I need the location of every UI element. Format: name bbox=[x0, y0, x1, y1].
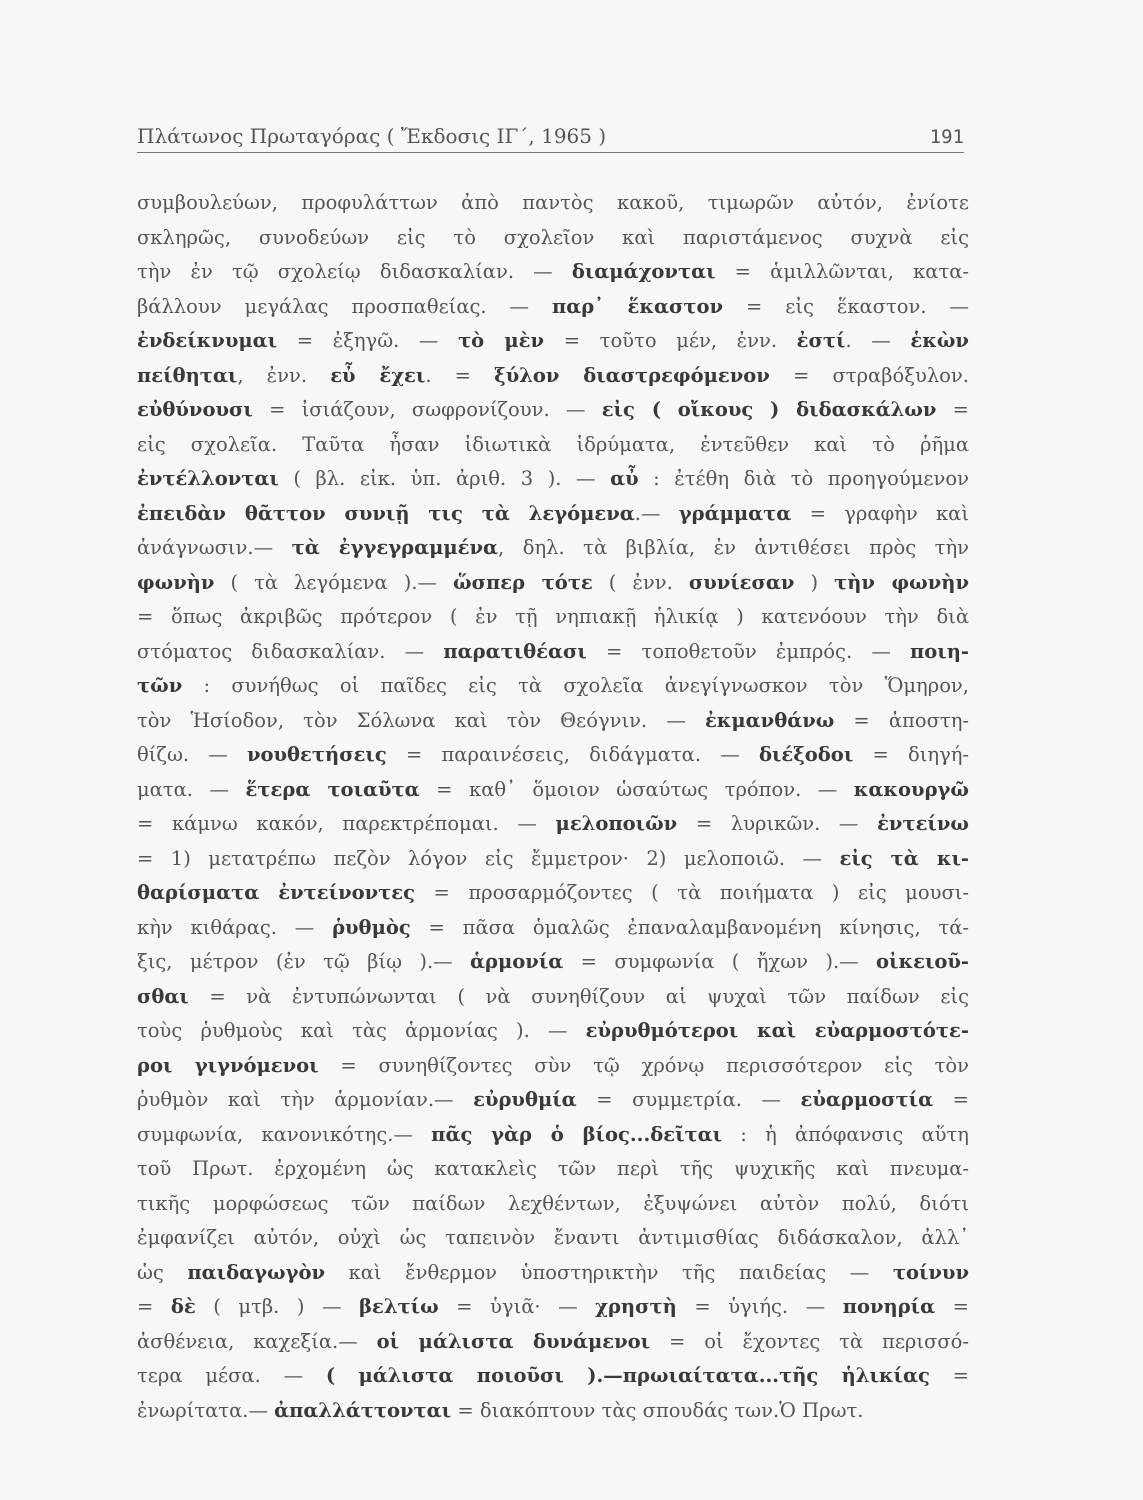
lemma: εὐρυθμότεροι καὶ εὐαρμοστότε- bbox=[585, 1019, 969, 1042]
text-line bbox=[137, 359, 969, 394]
gloss-text: στόματος διδασκαλίαν. — bbox=[137, 639, 444, 663]
gloss-text: θίζω. — bbox=[137, 743, 247, 766]
text-line bbox=[137, 1118, 969, 1153]
gloss-text: , δηλ. τὰ βιβλία, ἐν ἀντιθέσει πρὸς τὴν bbox=[498, 536, 970, 559]
text-line bbox=[137, 1014, 969, 1049]
lemma: ἐπειδὰν θᾶττον συνιῇ τις τὰ λεγόμενα bbox=[137, 501, 635, 525]
text-line bbox=[137, 531, 969, 566]
gloss-text: ἀνάγνωσιν.— bbox=[137, 536, 292, 559]
gloss-text: = κάμνω κακόν, παρεκτρέπομαι. — bbox=[137, 812, 556, 835]
gloss-text: ( ἐνν. bbox=[592, 570, 689, 594]
text-line bbox=[137, 1325, 969, 1360]
gloss-text: τερα μέσα. — bbox=[137, 1364, 326, 1387]
lemma: νουθετήσεις bbox=[246, 743, 387, 766]
lemma: εὐαρμοστία bbox=[800, 1088, 934, 1111]
lemma: χρηστὴ bbox=[595, 1295, 677, 1318]
gloss-text: = ὑγιής. — bbox=[676, 1295, 843, 1318]
text-line bbox=[137, 255, 969, 290]
lemma: εὐρυθμία bbox=[473, 1088, 577, 1111]
gloss-text: = bbox=[936, 398, 969, 421]
gloss-text: τοῦ Πρωτ. ἐρχομένη ὡς κατακλεὶς τῶν περὶ τῆς ψυχικῆς καὶ πνευμα- bbox=[137, 1157, 969, 1180]
gloss-text: ὡς bbox=[137, 1260, 188, 1284]
lemma: πᾶς γὰρ ὁ βίος...δεῖται bbox=[431, 1122, 723, 1146]
lemma: ξύλον διαστρεφόμενον bbox=[494, 363, 770, 387]
lemma: γράμματα bbox=[678, 501, 792, 525]
gloss-text: καὶ ἔνθερμον ὑποστηρικτὴν τῆς παιδείας — bbox=[324, 1260, 893, 1284]
text-line bbox=[137, 980, 969, 1015]
gloss-text: = οἱ ἔχοντες τὰ περισσό- bbox=[650, 1329, 969, 1353]
text-line bbox=[137, 186, 969, 221]
text-line bbox=[137, 290, 969, 325]
gloss-text: = παραινέσεις, διδάγματα. — bbox=[386, 743, 759, 766]
gloss-text: τοὺς ῥυθμοὺς καὶ τὰς ἁρμονίας ). — bbox=[137, 1019, 586, 1042]
gloss-text: ξις, μέτρον (ἐν τῷ βίῳ ).— bbox=[137, 950, 471, 973]
running-title: Πλάτωνος Πρωταγόρας ( Ἔκδοσις ΙΓ΄, 1965 ) bbox=[137, 124, 607, 148]
gloss-text: τὴν ἐν τῷ σχολείῳ διδασκαλίαν. — bbox=[137, 260, 572, 283]
text-line bbox=[137, 1049, 969, 1084]
gloss-text: ( τὰ λεγόμενα ).— bbox=[214, 570, 454, 594]
lemma: ( μάλιστα ποιοῦσι ).—πρωιαίτατα...τῆς ἡλικίας bbox=[325, 1364, 930, 1387]
lemma: οἰκειοῦ- bbox=[876, 950, 970, 973]
text-line bbox=[137, 876, 969, 911]
lemma: τὴν φωνὴν bbox=[834, 570, 969, 594]
gloss-text: .— bbox=[634, 501, 679, 525]
page-number: 191 bbox=[929, 126, 964, 148]
gloss-text: = συμφωνία ( ἤχων ).— bbox=[563, 950, 877, 973]
text-line bbox=[137, 1187, 969, 1222]
lemma: διαμάχονται bbox=[571, 260, 716, 283]
lemma: ἐκμανθάνω bbox=[704, 708, 835, 732]
gloss-text: . = bbox=[425, 363, 495, 387]
lemma: εἰς ( οἴκους ) διδασκάλων bbox=[601, 398, 937, 421]
gloss-text: ἐνωρίτατα.— bbox=[137, 1398, 275, 1422]
lemma: τῶν bbox=[137, 674, 183, 697]
lemma: παρ᾽ ἕκαστον bbox=[552, 294, 724, 318]
gloss-text: = λυρικῶν. — bbox=[677, 812, 878, 835]
gloss-text: = εἰς ἕκαστον. — bbox=[723, 294, 970, 318]
lemma: τὰ ἐγγεγραμμένα bbox=[291, 536, 499, 559]
gloss-text: εἰς σχολεῖα. Ταῦτα ἦσαν ἰδιωτικὰ ἱδρύματα, ἐντεῦθεν καὶ τὸ ῥῆμα bbox=[137, 432, 969, 456]
lemma: πονηρία bbox=[842, 1295, 936, 1318]
gloss-text: = συνηθίζοντες σὺν τῷ χρόνῳ περισσότερον εἰς τὸν bbox=[318, 1053, 969, 1077]
lemma: ῥυθμὸς bbox=[332, 915, 411, 939]
lemma: αὖ bbox=[610, 467, 639, 490]
lemma: παιδαγωγὸν bbox=[187, 1260, 325, 1284]
gloss-text: . — bbox=[845, 329, 911, 352]
lemma: ἐστί bbox=[796, 329, 846, 352]
gloss-text: = προσαρμόζοντες ( τὰ ποιήματα ) εἰς μουσι- bbox=[415, 881, 969, 904]
gloss-text: ἀσθένεια, καχεξία.— bbox=[137, 1329, 377, 1353]
text-line bbox=[137, 1256, 969, 1291]
text-line bbox=[137, 945, 969, 980]
gloss-text: κὴν κιθάρας. — bbox=[137, 915, 333, 939]
lemma: ἐνδείκνυμαι bbox=[137, 329, 278, 352]
gloss-text: τὸν Ἡσίοδον, τὸν Σόλωνα καὶ τὸν Θεόγνιν. — bbox=[137, 708, 705, 732]
gloss-text: : συνήθως οἱ παῖδες εἰς τὰ σχολεῖα ἀνεγίγνωσκον τὸν Ὅμηρον, bbox=[182, 674, 969, 697]
lemma: σθαι bbox=[137, 984, 189, 1008]
lemma: ποιη- bbox=[910, 639, 969, 663]
text-line bbox=[137, 221, 969, 256]
lemma: πείθηται bbox=[137, 363, 238, 387]
lemma: ἑκὼν bbox=[910, 329, 969, 352]
lemma: συνίεσαν bbox=[688, 570, 795, 594]
gloss-text: = ὅπως ἀκριβῶς πρότερον ( ἐν τῇ νηπιακῇ ἡλικίᾳ ) κατενόουν τὴν διὰ bbox=[137, 605, 969, 628]
gloss-text: = bbox=[137, 1295, 171, 1318]
text-line bbox=[137, 1394, 969, 1429]
gloss-text: ( βλ. εἰκ. ὑπ. ἀριθ. 3 ). — bbox=[278, 467, 611, 490]
lemma: τὸ μὲν bbox=[458, 329, 545, 352]
gloss-text: = ὑγιᾶ· — bbox=[438, 1295, 596, 1318]
gloss-text: = στραβόξυλον. bbox=[769, 363, 969, 387]
lemma: ἀπαλλάττονται bbox=[274, 1398, 452, 1422]
gloss-text: = νὰ ἐντυπώνωνται ( νὰ συνηθίζουν αἱ ψυχαὶ τῶν παίδων εἰς bbox=[188, 984, 969, 1008]
text-line bbox=[137, 773, 969, 808]
gloss-text: ) bbox=[794, 570, 835, 594]
gloss-text: ( μτβ. ) — bbox=[195, 1295, 360, 1318]
lemma: ἐντέλλονται bbox=[137, 467, 279, 490]
gloss-text: τικῆς μορφώσεως τῶν παίδων λεχθέντων, ἐξυψώνει αὐτὸν πολύ, διότι bbox=[137, 1191, 969, 1215]
gloss-text: βάλλουν μεγάλας προσπαθείας. — bbox=[137, 294, 552, 318]
text-line bbox=[137, 1359, 969, 1394]
text-line bbox=[137, 704, 969, 739]
gloss-text: = ἐξηγῶ. — bbox=[277, 329, 459, 352]
gloss-text: ἐμφανίζει αὐτόν, οὐχὶ ὡς ταπεινὸν ἔναντι ἀντιμισθίας διδάσκαλον, ἀλλ᾽ bbox=[137, 1226, 969, 1249]
gloss-text: = ἀποστη- bbox=[834, 708, 969, 732]
gloss-text: ῥυθμὸν καὶ τὴν ἁρμονίαν.— bbox=[137, 1088, 474, 1111]
gloss-text: = καθ᾽ ὅμοιον ὡσαύτως τρόπον. — bbox=[419, 777, 854, 801]
text-line bbox=[137, 807, 969, 842]
lemma: φωνὴν bbox=[137, 570, 215, 594]
text-line bbox=[137, 1221, 969, 1256]
gloss-text: = γραφὴν καὶ bbox=[791, 501, 969, 525]
gloss-text: συμφωνία, κανονικότης.— bbox=[137, 1122, 432, 1146]
lemma: κακουργῶ bbox=[853, 777, 969, 801]
lemma: τοίνυν bbox=[892, 1260, 969, 1284]
lemma: διέξοδοι bbox=[758, 743, 854, 766]
text-line bbox=[137, 1152, 969, 1187]
gloss-text: = διηγή- bbox=[853, 743, 970, 766]
lemma: μελοποιῶν bbox=[555, 812, 678, 835]
gloss-text: σκληρῶς, συνοδεύων εἰς τὸ σχολεῖον καὶ παριστάμενος συχνὰ εἰς bbox=[137, 225, 969, 249]
lemma: εὖ ἔχει bbox=[330, 363, 426, 387]
lemma: παρατιθέασι bbox=[443, 639, 587, 663]
lemma: ὥσπερ τότε bbox=[453, 570, 593, 594]
text-line bbox=[137, 462, 969, 497]
text-line bbox=[137, 842, 969, 877]
text-line bbox=[137, 393, 969, 428]
lemma: θαρίσματα ἐντείνοντες bbox=[137, 881, 415, 904]
lemma: ροι γιγνόμενοι bbox=[137, 1053, 319, 1077]
text-line bbox=[137, 635, 969, 670]
gloss-text: = ἁμιλλῶνται, κατα- bbox=[715, 260, 969, 283]
text-line bbox=[137, 600, 969, 635]
gloss-text: = 1) μετατρέπω πεζὸν λόγον εἰς ἔμμετρον· 2) μελοποιῶ. — bbox=[137, 846, 840, 870]
lemma: δὲ bbox=[170, 1295, 196, 1318]
gloss-text: : ἐτέθη διὰ τὸ προηγούμενον bbox=[638, 467, 969, 490]
gloss-text: = bbox=[929, 1364, 970, 1387]
commentary-body bbox=[137, 186, 969, 1428]
gloss-text: , ἐνν. bbox=[237, 363, 331, 387]
lemma: ἁρμονία bbox=[470, 950, 564, 973]
text-line bbox=[137, 1083, 969, 1118]
text-line bbox=[137, 497, 969, 532]
running-head bbox=[137, 114, 964, 153]
gloss-text: συμβουλεύων, προφυλάττων ἀπὸ παντὸς κακοῦ, τιμωρῶν αὐτόν, ἐνίοτε bbox=[137, 191, 969, 214]
text-line bbox=[137, 669, 969, 704]
gloss-text: : ἡ ἀπόφανσις αὕτη bbox=[722, 1122, 969, 1146]
text-line bbox=[137, 566, 969, 601]
gloss-text: ματα. — bbox=[137, 777, 246, 801]
lemma: εὐθύνουσι bbox=[137, 398, 253, 421]
text-line bbox=[137, 428, 969, 463]
text-line bbox=[137, 738, 969, 773]
text-line bbox=[137, 911, 969, 946]
lemma: βελτίω bbox=[359, 1295, 439, 1318]
gloss-text: = ἰσιάζουν, σωφρονίζουν. — bbox=[252, 398, 602, 421]
gloss-text: = τοῦτο μέν, ἐνν. bbox=[544, 329, 797, 352]
text-line bbox=[137, 324, 969, 359]
lemma: οἱ μάλιστα δυνάμενοι bbox=[376, 1329, 651, 1353]
text-line bbox=[137, 1290, 969, 1325]
gloss-text: = συμμετρία. — bbox=[576, 1088, 801, 1111]
gloss-text: = πᾶσα ὁμαλῶς ἐπαναλαμβανομένη κίνησις, τά- bbox=[410, 915, 969, 939]
gloss-text: = διακόπτουν τὰς σπουδάς των.Ὁ Πρωτ. bbox=[451, 1398, 864, 1422]
gloss-text: = τοποθετοῦν ἐμπρός. — bbox=[586, 639, 910, 663]
lemma: ἐντείνω bbox=[877, 812, 969, 835]
lemma: ἕτερα τοιαῦτα bbox=[245, 777, 420, 801]
lemma: εἰς τὰ κι- bbox=[839, 846, 969, 870]
gloss-text: = bbox=[933, 1088, 969, 1111]
gloss-text: = bbox=[935, 1295, 969, 1318]
